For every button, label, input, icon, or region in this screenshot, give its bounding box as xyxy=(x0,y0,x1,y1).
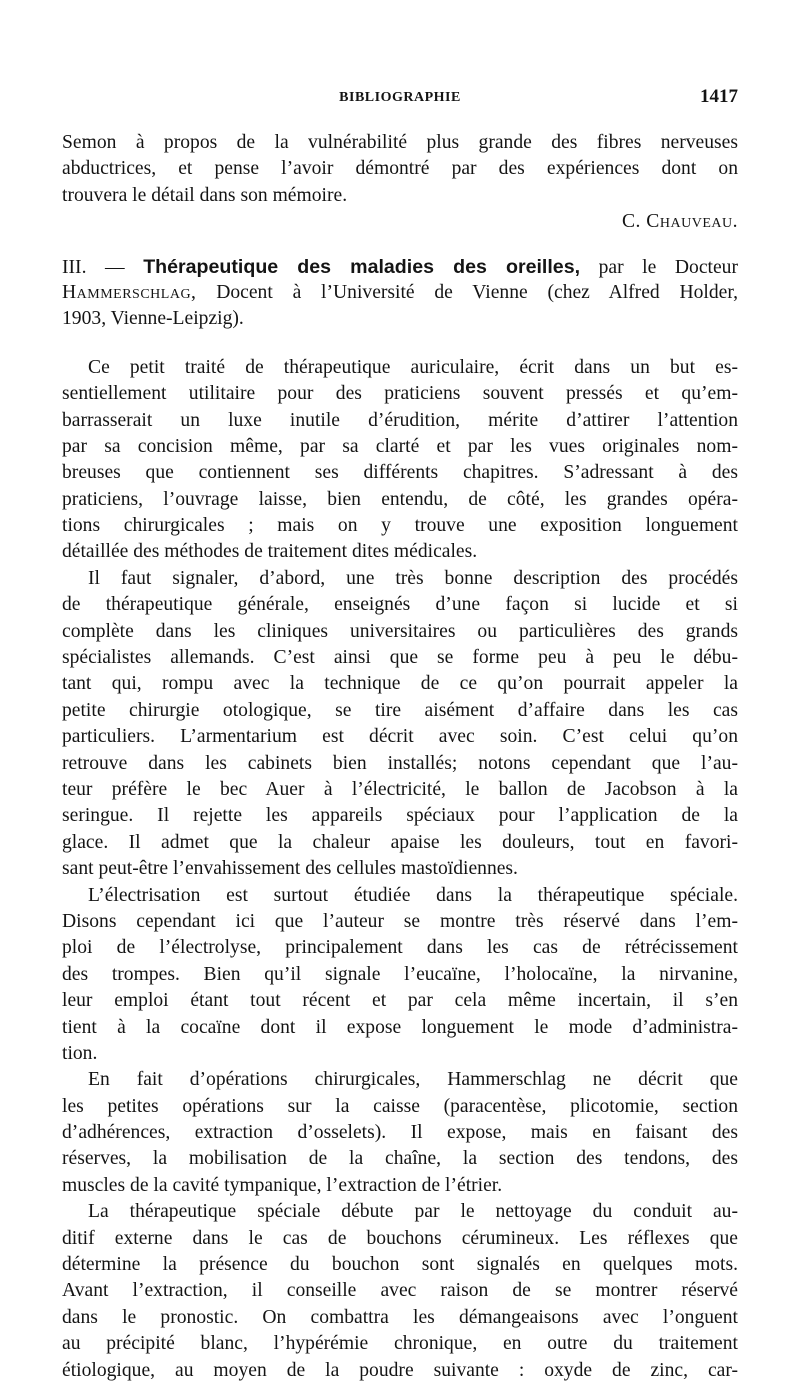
text-line: ditif externe dans le cas de bouchons cérumineux. Les réflexes que xyxy=(62,1227,738,1249)
review-signature: C. Chauveau. xyxy=(621,211,738,233)
text-line: Il faut signaler, d’abord, une très bonne description des procédés xyxy=(88,567,738,589)
previous-review-end xyxy=(62,130,738,236)
text-line: tion. xyxy=(62,1042,98,1064)
text-line: d’adhérences, extraction d’osselets). Il expose, mais en faisant des xyxy=(62,1122,738,1144)
text-line: muscles de la cavité tympanique, l’extraction de l’étrier. xyxy=(62,1174,503,1196)
text-line: réserves, la mobilisation de la chaîne, la section des tendons, des xyxy=(62,1148,738,1170)
text-line: les petites opérations sur la caisse (paracentèse, plicotomie, section xyxy=(62,1095,738,1117)
text-line: complète dans les cliniques universitaires ou particulières des grands xyxy=(62,620,738,642)
text-line: étiologique, au moyen de la poudre suivante : oxyde de zinc, car- xyxy=(62,1359,738,1381)
text-line: seringue. Il rejette les appareils spéciaux pour l’application de la xyxy=(62,805,738,827)
page-header xyxy=(62,86,738,114)
page-number: 1417 xyxy=(700,86,738,107)
text-line: praticiens, l’ouvrage laisse, bien entendu, de côté, les grandes opéra- xyxy=(62,488,738,510)
text-line: tient à la cocaïne dont il expose longuement le mode d’administra- xyxy=(62,1016,738,1038)
text-line: sentiellement utilitaire pour des praticiens souvent pressés et qu’em- xyxy=(62,383,738,405)
text-line: particuliers. L’armentarium est décrit avec soin. C’est celui qu’on xyxy=(62,726,738,748)
text-line: Ce petit traité de thérapeutique auriculaire, écrit dans un but es- xyxy=(88,356,738,378)
text-line: tions chirurgicales ; mais on y trouve une exposition longuement xyxy=(62,515,738,537)
publication-info: 1903, Vienne-Leipzig). xyxy=(62,308,244,330)
text-line: barrasserait un luxe inutile d’érudition, mérite d’attirer l’attention xyxy=(62,409,738,431)
text-line: des trompes. Bien qu’il signale l’eucaïne, l’holocaïne, la nirvanine, xyxy=(62,963,738,985)
text-line: petite chirurgie otologique, se tire aisément d’affaire dans les cas xyxy=(62,699,738,721)
entry-title-line xyxy=(62,254,738,280)
paragraph xyxy=(62,355,738,566)
text-line: breuses que contiennent ses différents chapitres. S’adressant à des xyxy=(62,462,738,484)
text-line: spécialistes allemands. C’est ainsi que se forme peu à peu le débu- xyxy=(62,647,738,669)
author-name: Hammerschlag, xyxy=(62,281,197,303)
entry-author-line xyxy=(62,280,738,306)
text-line: détaillée des méthodes de traitement dites médicales. xyxy=(62,541,478,563)
text-line: ploi de l’électrolyse, principalement dans les cas de rétrécissement xyxy=(62,937,738,959)
text-line: glace. Il admet que la chaleur apaise les douleurs, tout en favori- xyxy=(62,831,738,853)
text-line: Semon à propos de la vulnérabilité plus grande des fibres nerveuses xyxy=(62,132,738,153)
text-line: L’électrisation est surtout étudiée dans la thérapeutique spéciale. xyxy=(88,884,738,906)
text-line: abductrices, et pense l’avoir démontré par des expériences dont on xyxy=(62,158,738,180)
paragraph xyxy=(62,566,738,883)
author-affiliation: Docent à l’Université de Vienne (chez Alfred Holder, xyxy=(196,281,738,303)
text-line: sant peut-être l’envahissement des cellules mastoïdiennes. xyxy=(62,858,518,880)
paragraph xyxy=(62,1199,738,1384)
text-line: trouvera le détail dans son mémoire. xyxy=(62,184,348,206)
text-line: par sa concision même, par sa clarté et par les vues originales nom- xyxy=(62,435,738,457)
body-text xyxy=(62,130,738,1384)
text-line: au précipité blanc, l’hypérémie chronique, en outre du traitement xyxy=(62,1333,738,1355)
byline: par le Docteur xyxy=(580,256,738,278)
entry-number: III. — xyxy=(62,256,125,278)
text-line: dans le pronostic. On combattra les démangeaisons avec l’onguent xyxy=(62,1306,738,1328)
running-title: BIBLIOGRAPHIE xyxy=(339,90,461,105)
text-line: détermine la présence du bouchon sont signalés en quelques mots. xyxy=(62,1254,738,1276)
text-line: Disons cependant ici que l’auteur se montre très réservé dans l’em- xyxy=(62,910,738,932)
text-line: La thérapeutique spéciale débute par le nettoyage du conduit au- xyxy=(88,1201,738,1223)
review-entry-heading xyxy=(62,254,738,333)
text-line: Avant l’extraction, il conseille avec raison de se montrer réservé xyxy=(62,1280,738,1302)
text-line: En fait d’opérations chirurgicales, Hammerschlag ne décrit que xyxy=(88,1069,738,1091)
text-line: teur préfère le bec Auer à l’électricité, le ballon de Jacobson à la xyxy=(62,778,738,800)
book-title: Thérapeutique des maladies des oreilles, xyxy=(143,255,581,278)
paragraph xyxy=(62,883,738,1068)
text-line: de thérapeutique générale, enseignés d’une façon si lucide et si xyxy=(62,594,738,616)
text-line: retrouve dans les cabinets bien installés; notons cependant que l’au- xyxy=(62,752,738,774)
text-line: leur emploi étant tout récent et par cela même incertain, il s’en xyxy=(62,990,738,1012)
paragraph xyxy=(62,1067,738,1199)
text-line: tant qui, rompu avec la technique de ce qu’on pourrait appeler la xyxy=(62,673,738,695)
